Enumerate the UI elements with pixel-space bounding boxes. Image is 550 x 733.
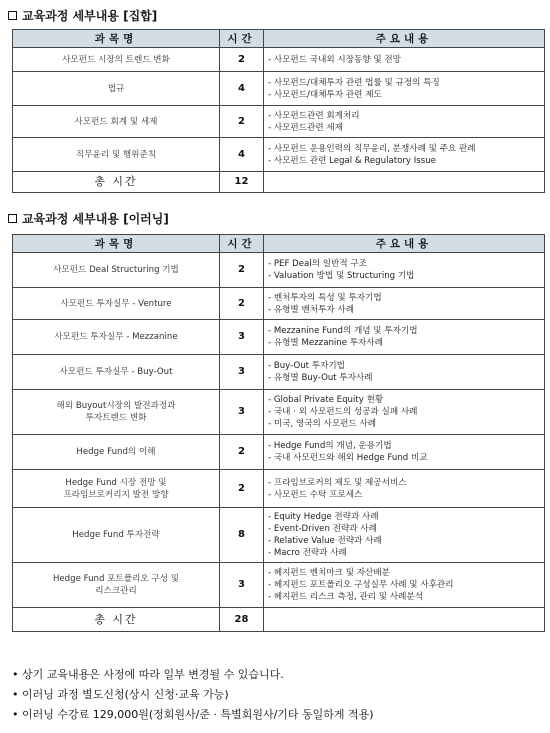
subject-line: Hedge Fund 포트폴리오 구성 및	[52, 574, 180, 584]
details-cell	[264, 355, 545, 390]
hours-cell: 2	[220, 48, 264, 72]
subject-cell	[13, 106, 220, 138]
header-subject: 과목명	[13, 30, 220, 48]
details-cell	[264, 320, 545, 355]
subject-line: 사모펀드 투자실무 - Venture	[60, 298, 172, 309]
total-label: 총 시간	[13, 608, 220, 632]
detail-line: - 헤지펀드 리스크 측정, 관리 및 사례분석	[268, 592, 424, 602]
subject-line: Hedge Fund 시장 전망 및	[65, 477, 167, 488]
hours-cell: 2	[220, 253, 264, 288]
detail-line: - 헤지펀드 포트폴리오 구성실무 사례 및 사후관리	[268, 580, 454, 590]
detail-line: - 사모펀드/대체투자 관련 제도	[268, 89, 382, 100]
section1-title-text: 교육과정 세부내용 [집합]	[22, 9, 158, 23]
detail-line: - 사모펀드관련 세제	[268, 122, 343, 133]
subject-line: 리스크관리	[95, 586, 137, 596]
table-row	[13, 355, 545, 390]
detail-line: - 국내 · 외 사모펀드의 성공과 실패 사례	[268, 407, 418, 417]
subject-cell	[13, 253, 220, 288]
table-row	[13, 288, 545, 320]
detail-line: - Hedge Fund의 개념, 운용기법	[268, 441, 392, 451]
square-bullet-icon	[8, 214, 17, 223]
detail-line: - 유형별 Mezzanine 투자사례	[268, 338, 383, 348]
subject-line: 사모펀드 Deal Structuring 기법	[53, 265, 179, 275]
detail-line: - 유형별 벤처투자 사례	[268, 304, 355, 315]
subject-cell	[13, 48, 220, 72]
subject-line: 법규	[107, 83, 125, 94]
details-cell	[264, 106, 545, 138]
subject-line: 투자트렌드 변화	[85, 413, 147, 423]
detail-line: - 사모펀드 수탁 프로세스	[268, 489, 363, 500]
details-cell	[264, 72, 545, 106]
subject-cell	[13, 355, 220, 390]
header-subject: 과목명	[13, 235, 220, 253]
detail-line: - 사모펀드/대체투자 관련 법률 및 규정의 특징	[268, 77, 440, 88]
detail-line: - Relative Value 전략과 사례	[268, 536, 382, 546]
subject-line: 사모펀드 투자실무 - Mezzanine	[54, 332, 178, 342]
hours-cell: 4	[220, 72, 264, 106]
total-row	[13, 608, 545, 632]
note-item: • 이러닝 과정 별도신청(상시 신청·교육 가능)	[12, 688, 229, 701]
hours-cell: 3	[220, 390, 264, 435]
subject-line: 사모펀드 시장의 트렌드 변화	[62, 54, 170, 65]
detail-line: - Global Private Equity 현황	[268, 395, 384, 405]
subject-cell	[13, 508, 220, 563]
details-cell	[264, 563, 545, 608]
details-cell	[264, 288, 545, 320]
hours-cell: 3	[220, 320, 264, 355]
hours-cell: 8	[220, 508, 264, 563]
header-details: 주요내용	[264, 30, 545, 48]
subject-cell	[13, 320, 220, 355]
total-label: 총 시간	[13, 172, 220, 193]
square-bullet-icon	[8, 11, 17, 20]
hours-cell: 2	[220, 470, 264, 508]
detail-line: - PEF Deal의 일반적 구조	[268, 259, 367, 269]
elearning-curriculum-table	[12, 234, 545, 632]
details-cell	[264, 508, 545, 563]
table-row	[13, 470, 545, 508]
subject-cell	[13, 138, 220, 172]
subject-line: Hedge Fund 투자전략	[72, 530, 160, 540]
section2-title-text: 교육과정 세부내용 [이러닝]	[22, 212, 169, 226]
subject-cell	[13, 288, 220, 320]
hours-cell: 2	[220, 288, 264, 320]
hours-cell: 3	[220, 355, 264, 390]
detail-line: - 국내 사모펀드와 해외 Hedge Fund 비교	[268, 453, 428, 463]
subject-cell	[13, 563, 220, 608]
detail-line: - 유형별 Buy-Out 투자사례	[268, 373, 373, 383]
hours-cell: 2	[220, 435, 264, 470]
detail-line: - Buy-Out 투자기법	[268, 361, 345, 371]
total-hours: 12	[220, 172, 264, 193]
subject-cell	[13, 72, 220, 106]
details-cell	[264, 253, 545, 288]
header-details: 주요내용	[264, 235, 545, 253]
detail-line: - 벤처투자의 특성 및 투자기법	[268, 292, 382, 303]
table-row	[13, 435, 545, 470]
total-hours: 28	[220, 608, 264, 632]
table-row	[13, 106, 545, 138]
table-row	[13, 390, 545, 435]
details-cell	[264, 138, 545, 172]
detail-line: - 미국, 영국의 사모펀드 사례	[268, 419, 377, 429]
table-row	[13, 253, 545, 288]
subject-cell	[13, 390, 220, 435]
section2-title	[8, 210, 169, 227]
table-row	[13, 138, 545, 172]
subject-cell	[13, 435, 220, 470]
details-cell	[264, 48, 545, 72]
detail-line: - Macro 전략과 사례	[268, 548, 347, 558]
details-cell	[264, 470, 545, 508]
detail-line: - 프라임브로커의 제도 및 제공서비스	[268, 477, 407, 488]
subject-line: 사모펀드 회계 및 세제	[74, 116, 158, 127]
details-cell	[264, 435, 545, 470]
hours-cell: 3	[220, 563, 264, 608]
detail-line: - Mezzanine Fund의 개념 및 투자기법	[268, 326, 418, 336]
note-item: • 이러닝 수강료 129,000원(정회원사/준 · 특별회원사/기타 동일하게 적용)	[12, 708, 374, 721]
table-row	[13, 72, 545, 106]
detail-line: - Equity Hedge 전략과 사례	[268, 512, 379, 522]
total-row	[13, 172, 545, 193]
details-cell	[264, 390, 545, 435]
detail-line: - 사모펀드 국내외 시장동향 및 전망	[268, 54, 401, 65]
subject-line: 프라임브로커리지 발전 방향	[63, 489, 169, 500]
total-empty-cell	[264, 608, 545, 632]
detail-line: - Valuation 방법 및 Structuring 기법	[268, 271, 415, 281]
table-row	[13, 508, 545, 563]
subject-line: 직무윤리 및 행위준칙	[75, 149, 157, 160]
subject-line: 해외 Buyout시장의 발전과정과	[56, 401, 176, 411]
detail-line: - 사모펀드 관련 Legal & Regulatory Issue	[268, 155, 436, 166]
hours-cell: 4	[220, 138, 264, 172]
subject-line: Hedge Fund의 이해	[76, 447, 156, 457]
section1-title	[8, 7, 157, 24]
subject-cell	[13, 470, 220, 508]
header-hours: 시간	[220, 235, 264, 253]
detail-line: - Event-Driven 전략과 사례	[268, 524, 377, 534]
table-row	[13, 320, 545, 355]
detail-line: - 사모펀드관련 회계처리	[268, 110, 360, 121]
table-row	[13, 48, 545, 72]
detail-line: - 헤지펀드 벤치마크 및 자산배분	[268, 568, 390, 578]
detail-line: - 사모펀드 운용인력의 직무윤리, 분쟁사례 및 주요 판례	[268, 143, 476, 154]
hours-cell: 2	[220, 106, 264, 138]
subject-line: 사모펀드 투자실무 - Buy-Out	[59, 367, 173, 377]
table-row	[13, 563, 545, 608]
notes	[12, 665, 374, 725]
header-hours: 시간	[220, 30, 264, 48]
total-empty-cell	[264, 172, 545, 193]
classroom-curriculum-table	[12, 29, 545, 193]
note-item: • 상기 교육내용은 사정에 따라 일부 변경될 수 있습니다.	[12, 668, 284, 681]
